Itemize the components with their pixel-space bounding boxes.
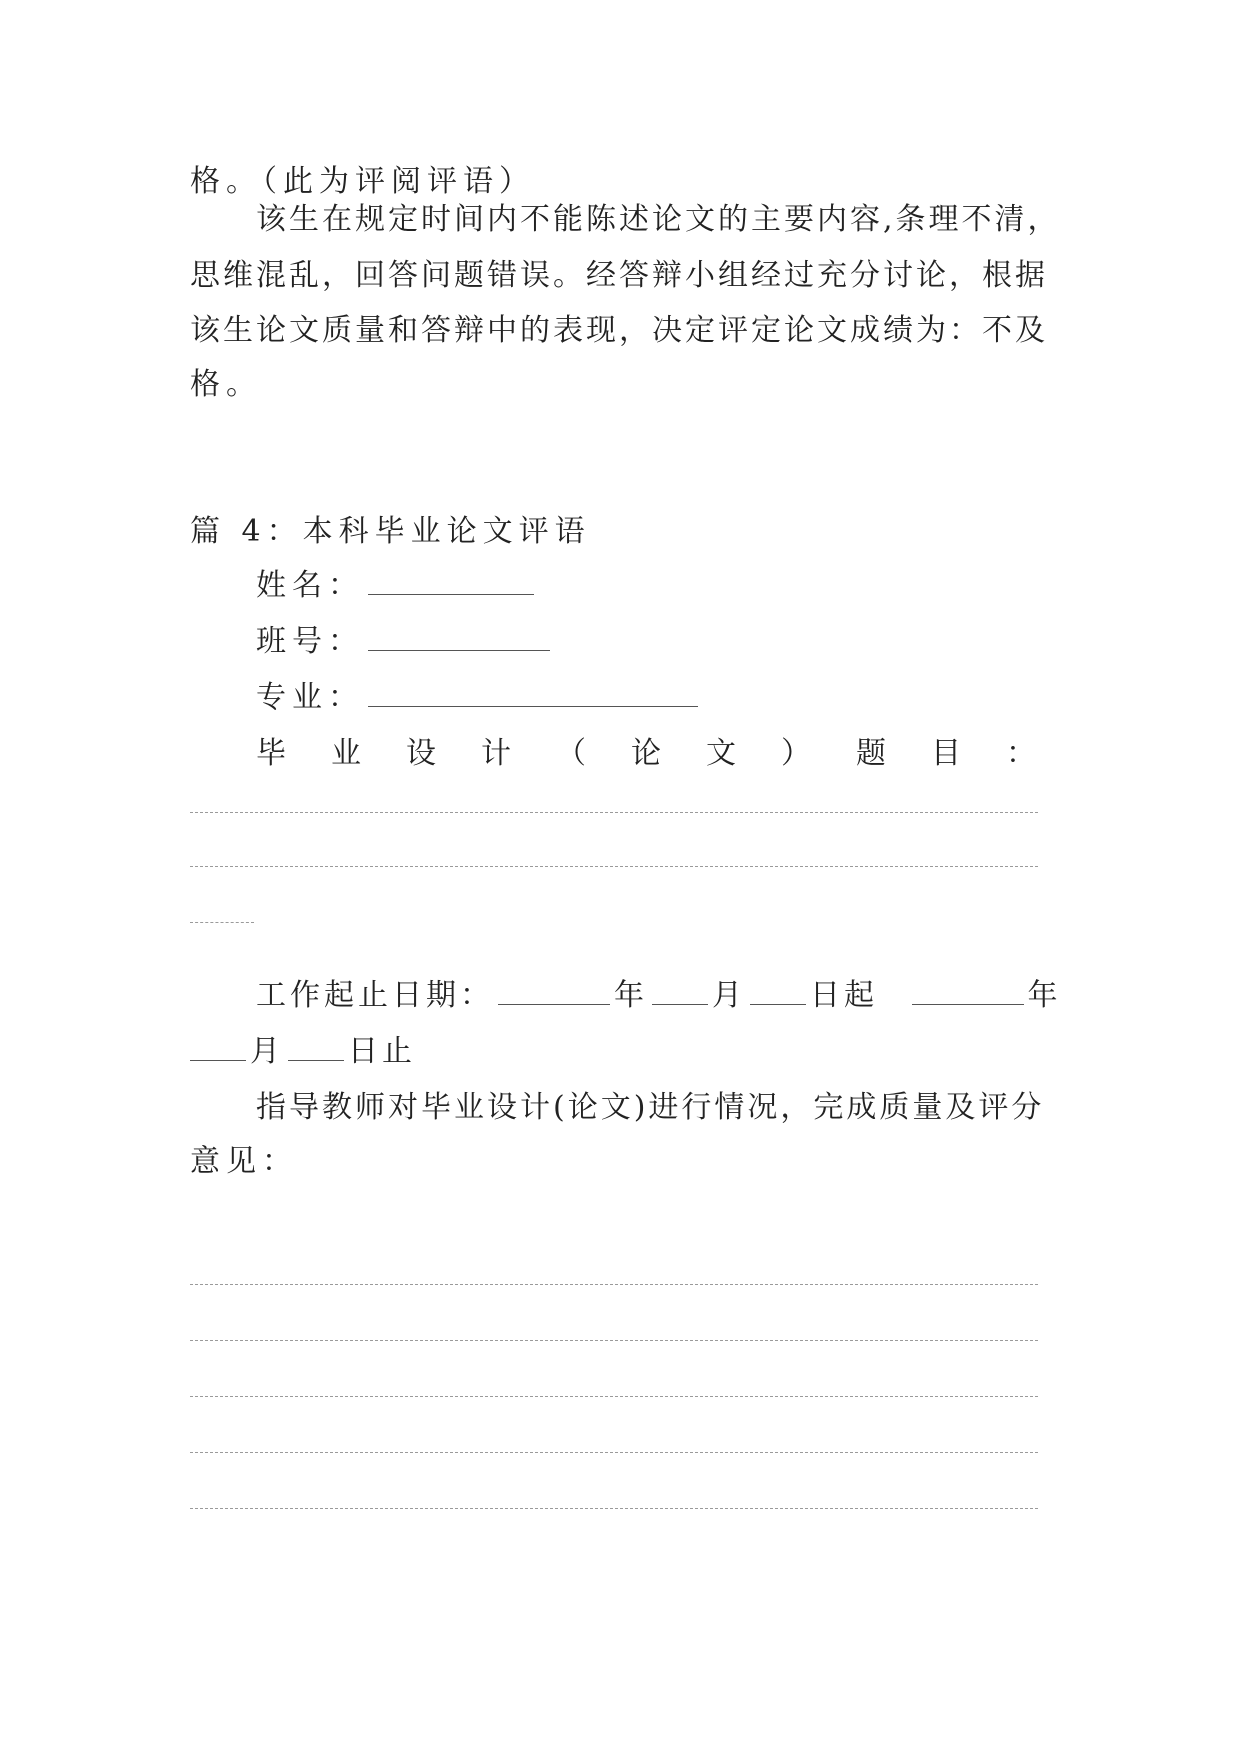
advisor-opinion-label-cont: 意见： — [190, 1144, 298, 1179]
end-year-blank[interactable] — [912, 978, 1024, 1005]
advisor-opinion-label: 指导教师对毕业设计(论文)进行情况，完成质量及评分 — [256, 1090, 1045, 1125]
opinion-blank-line[interactable] — [190, 1396, 1038, 1397]
thesis-title-blank-line[interactable] — [190, 922, 254, 923]
title-char: 业 — [331, 736, 361, 771]
title-char: （ — [556, 736, 586, 771]
opinion-blank-line[interactable] — [190, 1508, 1038, 1509]
year-label: 年 — [1027, 978, 1062, 1013]
opinion-blank-line[interactable] — [190, 1284, 1038, 1285]
thesis-title-label — [256, 734, 1036, 774]
title-char: 文 — [706, 736, 736, 771]
name-field-row — [256, 566, 538, 606]
title-char: ） — [781, 736, 811, 771]
class-label: 班号： — [256, 624, 364, 659]
section-heading: 篇 4：本科毕业论文评语 — [190, 514, 591, 549]
month-label: 月 — [712, 978, 746, 1013]
paragraph-line: 思维混乱，回答问题错误。经答辩小组经过充分讨论，根据 — [190, 258, 1048, 293]
title-char: 设 — [406, 736, 436, 771]
title-char: 论 — [631, 736, 661, 771]
paragraph-line: 该生在规定时间内不能陈述论文的主要内容,条理不清， — [256, 202, 1061, 237]
date-label: 工作起止日期： — [256, 978, 494, 1013]
class-blank[interactable] — [368, 624, 550, 651]
start-month-blank[interactable] — [652, 978, 708, 1005]
name-label: 姓名： — [256, 568, 364, 603]
opinion-blank-line[interactable] — [190, 1340, 1038, 1341]
work-dates-row — [256, 976, 1062, 1016]
title-char: 题 — [856, 736, 886, 771]
start-day-blank[interactable] — [750, 978, 806, 1005]
title-char: 目 — [931, 736, 961, 771]
name-blank[interactable] — [368, 568, 534, 595]
day-end-label: 日止 — [348, 1034, 416, 1069]
title-char: 计 — [481, 736, 511, 771]
paragraph-line: 该生论文质量和答辩中的表现，决定评定论文成绩为：不及 — [190, 313, 1048, 348]
paragraph-line: 格。 — [190, 367, 262, 402]
class-field-row — [256, 622, 554, 662]
month-label: 月 — [250, 1034, 284, 1069]
major-label: 专业： — [256, 680, 364, 715]
major-blank[interactable] — [368, 680, 698, 707]
title-char: ： — [1006, 736, 1036, 771]
title-char: 毕 — [256, 736, 286, 771]
paragraph-line: 格。（此为评阅评语） — [190, 164, 535, 199]
end-month-blank[interactable] — [190, 1034, 246, 1061]
start-year-blank[interactable] — [498, 978, 610, 1005]
end-day-blank[interactable] — [288, 1034, 344, 1061]
thesis-title-blank-line[interactable] — [190, 866, 1038, 867]
work-dates-row-end — [190, 1032, 416, 1072]
major-field-row — [256, 678, 702, 718]
thesis-title-blank-line[interactable] — [190, 812, 1038, 813]
opinion-blank-line[interactable] — [190, 1452, 1038, 1453]
day-start-label: 日起 — [810, 978, 878, 1013]
year-label: 年 — [614, 978, 648, 1013]
